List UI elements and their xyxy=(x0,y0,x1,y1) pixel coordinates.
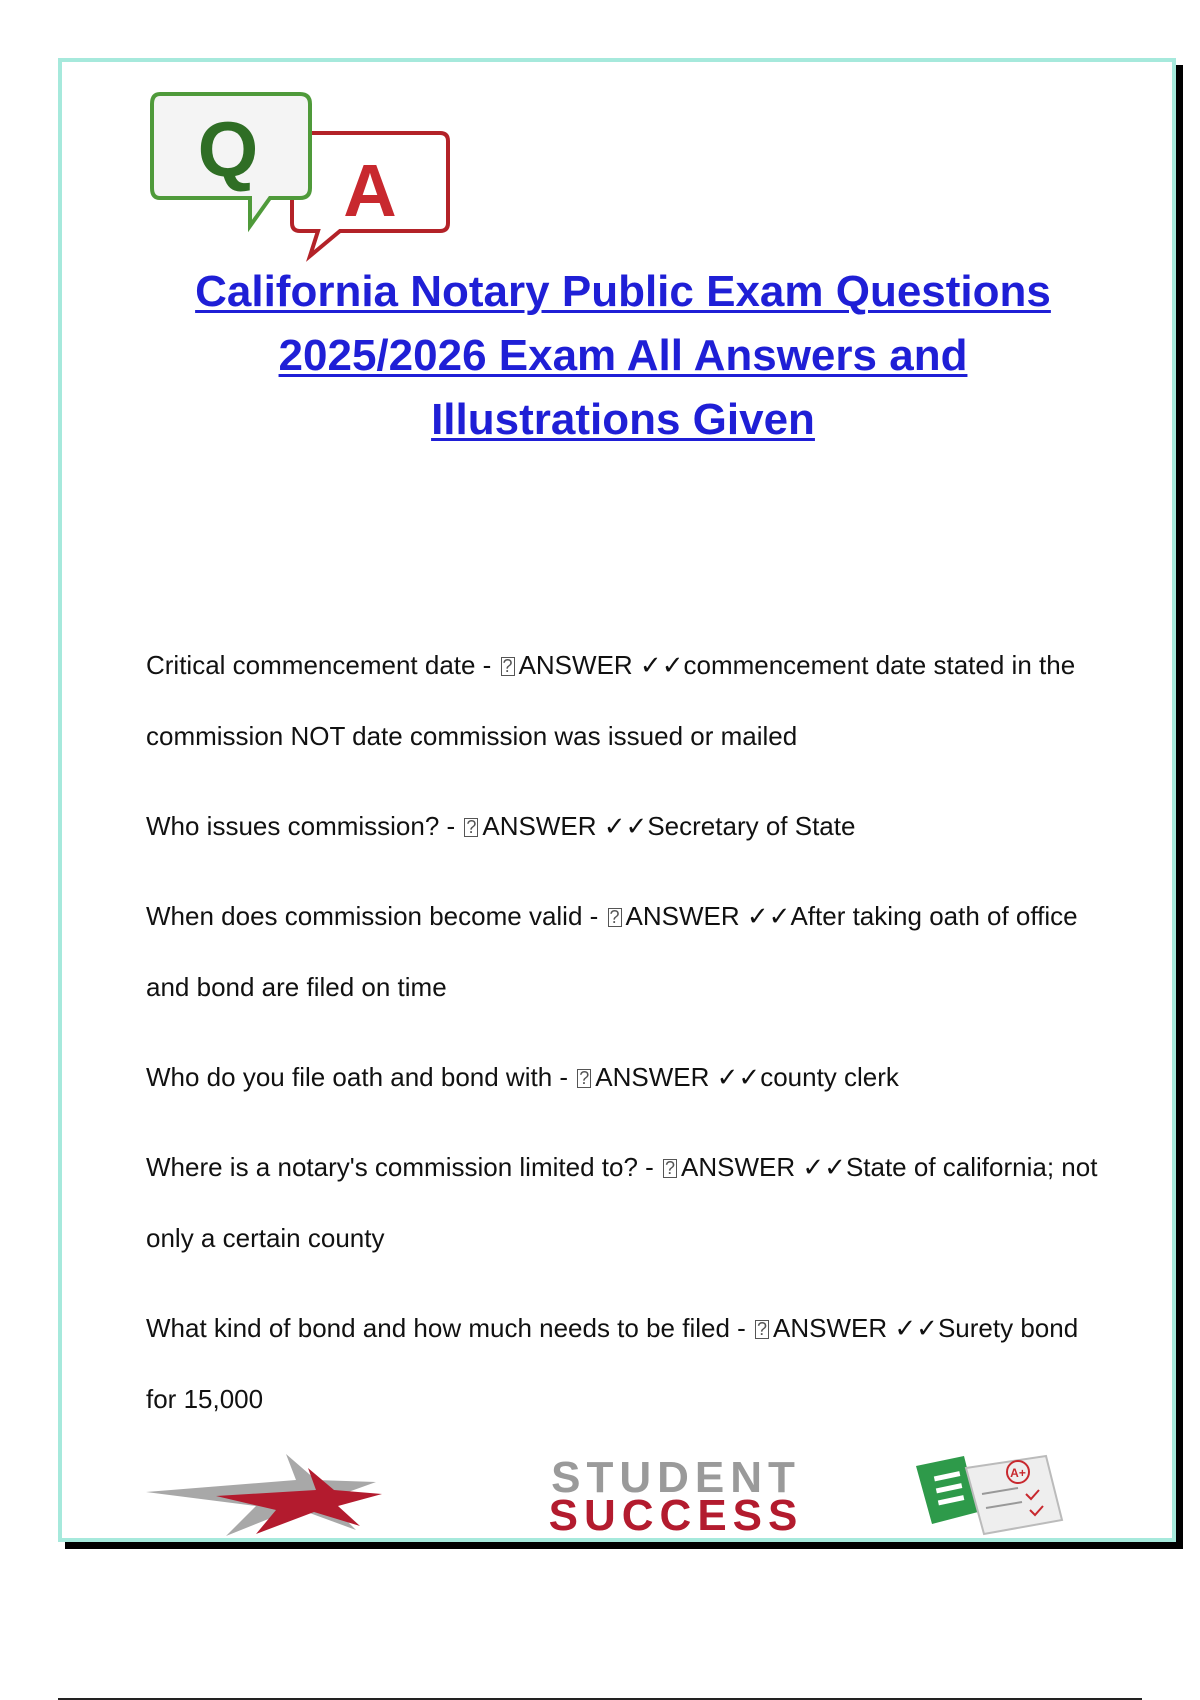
question-text: Critical commencement date - xyxy=(146,650,499,680)
document-title xyxy=(128,260,1118,452)
graded-paper-icon xyxy=(966,1456,1062,1534)
answer-text: After taking oath of office and bond are filed on time xyxy=(146,901,1078,1002)
svg-text:STUDENT: STUDENT xyxy=(551,1453,801,1502)
missing-glyph-icon: ? xyxy=(502,656,513,676)
missing-glyph-icon: ? xyxy=(466,817,477,837)
svg-text:SUCCESS: SUCCESS xyxy=(548,1491,804,1540)
title-line: 2025/2026 Exam All Answers and xyxy=(278,331,968,380)
answer-marker: ANSWER ✓✓ xyxy=(773,1313,938,1343)
svg-text:A+: A+ xyxy=(1010,1466,1026,1480)
title-line: Illustrations Given xyxy=(431,395,815,444)
svg-text:A: A xyxy=(343,149,397,232)
svg-text:Q: Q xyxy=(197,105,259,193)
answer-marker: ANSWER ✓✓ xyxy=(595,1062,761,1092)
qa-item xyxy=(146,1293,1106,1435)
question-text: Who do you file oath and bond with - xyxy=(146,1062,576,1092)
star-swoosh-icon xyxy=(146,1454,382,1536)
missing-glyph-icon: ? xyxy=(609,907,620,927)
answer-text: commencement date stated in the commission NOT date commission was issued or mailed xyxy=(146,650,1076,751)
question-bubble-icon xyxy=(152,94,310,226)
answer-marker: ANSWER ✓✓ xyxy=(518,650,684,680)
question-text: Who issues commission? - xyxy=(146,811,463,841)
qa-item xyxy=(146,791,1106,862)
question-text: Where is a notary's commission limited to? - xyxy=(146,1152,662,1182)
qa-item xyxy=(146,1132,1106,1274)
title-line: California Notary Public Exam Questions xyxy=(195,267,1051,316)
qa-list xyxy=(146,630,1106,1454)
answer-text: State of california; not only a certain county xyxy=(146,1152,1098,1253)
question-text: What kind of bond and how much needs to be filed - xyxy=(146,1313,754,1343)
qa-item xyxy=(146,881,1106,1023)
answer-text: Secretary of State xyxy=(647,811,856,841)
answer-marker: ANSWER ✓✓ xyxy=(681,1152,846,1182)
answer-text: county clerk xyxy=(760,1062,899,1092)
missing-glyph-icon: ? xyxy=(757,1319,768,1339)
answer-marker: ANSWER ✓✓ xyxy=(482,811,648,841)
qa-item xyxy=(146,630,1106,772)
student-success-logo xyxy=(146,1450,1086,1540)
missing-glyph-icon: ? xyxy=(665,1158,676,1178)
answer-text: Surety bond for 15,000 xyxy=(146,1313,1079,1414)
qa-item xyxy=(146,1042,1106,1113)
answer-bubble-icon xyxy=(292,133,448,256)
answer-marker: ANSWER ✓✓ xyxy=(625,901,791,931)
qa-logo-image xyxy=(150,88,450,263)
spreadsheet-icon xyxy=(916,1456,978,1524)
missing-glyph-icon: ? xyxy=(579,1068,590,1088)
question-text: When does commission become valid - xyxy=(146,901,606,931)
